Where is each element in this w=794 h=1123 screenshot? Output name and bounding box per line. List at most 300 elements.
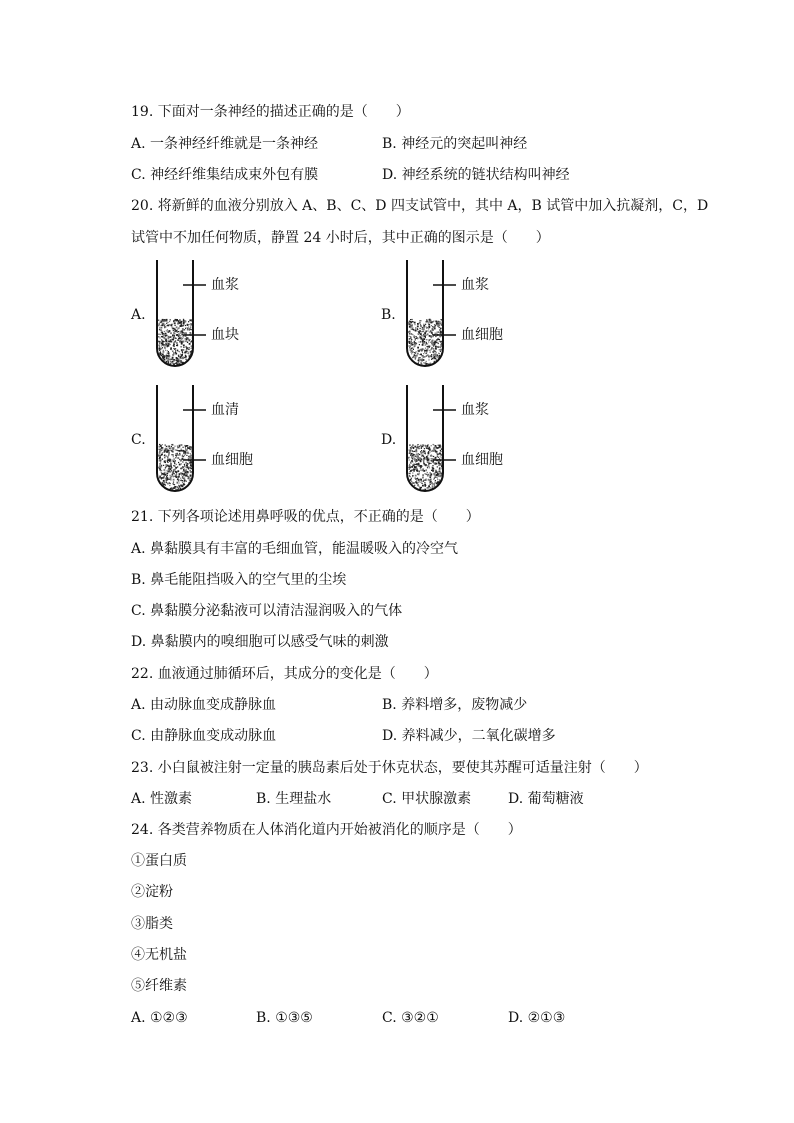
- cell-speckle: [433, 456, 434, 457]
- cell-speckle: [432, 344, 434, 346]
- cell-speckle: [175, 449, 176, 450]
- cell-speckle: [437, 477, 438, 478]
- cell-speckle: [186, 481, 187, 482]
- cell-speckle: [410, 462, 411, 463]
- cell-speckle: [187, 447, 188, 448]
- q23-option-b: B. 生理盐水: [256, 791, 332, 807]
- cell-speckle: [187, 324, 189, 326]
- cell-speckle: [419, 472, 420, 473]
- cell-speckle: [177, 360, 179, 362]
- cell-speckle: [421, 481, 422, 482]
- cell-speckle: [179, 320, 181, 322]
- cell-speckle: [420, 359, 422, 361]
- cell-speckle: [421, 452, 423, 454]
- cell-speckle: [170, 479, 171, 480]
- cell-speckle: [439, 480, 440, 481]
- cell-speckle: [412, 348, 413, 349]
- cell-speckle: [415, 464, 416, 465]
- cell-speckle: [180, 356, 182, 358]
- cell-speckle: [182, 352, 183, 353]
- cell-speckle: [171, 341, 172, 342]
- test-tube-b: [381, 258, 531, 373]
- cell-speckle: [171, 326, 172, 327]
- cell-speckle: [409, 333, 410, 334]
- cell-speckle: [424, 480, 425, 481]
- q22-stem: 22. 血液通过肺循环后，其成分的变化是（ ）: [131, 666, 438, 682]
- cell-speckle: [185, 447, 186, 448]
- cell-speckle: [440, 331, 442, 333]
- cell-speckle: [159, 458, 160, 459]
- cell-speckle: [184, 470, 186, 472]
- cell-speckle: [167, 325, 169, 327]
- cell-speckle: [412, 328, 413, 329]
- cell-speckle: [420, 470, 421, 471]
- cell-speckle: [414, 324, 415, 325]
- cell-speckle: [183, 320, 184, 321]
- cell-speckle: [422, 485, 424, 487]
- cell-speckle: [428, 327, 429, 328]
- cell-speckle: [184, 445, 185, 446]
- cell-speckle: [174, 466, 175, 467]
- cell-speckle: [434, 326, 435, 327]
- cell-speckle: [160, 470, 161, 471]
- cell-speckle: [416, 464, 417, 465]
- cell-speckle: [169, 319, 170, 320]
- cell-speckle: [163, 337, 165, 339]
- cell-speckle: [165, 462, 166, 463]
- cell-speckle: [175, 329, 176, 330]
- cell-speckle: [175, 467, 177, 469]
- cell-speckle: [432, 456, 433, 457]
- cell-speckle: [173, 360, 174, 361]
- cell-speckle: [184, 333, 186, 335]
- cell-speckle: [179, 446, 180, 447]
- q20-figure-c-top-label: 血清: [211, 402, 239, 418]
- cell-speckle: [417, 474, 418, 475]
- cell-speckle: [425, 453, 426, 454]
- cell-speckle: [159, 348, 161, 350]
- cell-speckle: [176, 455, 177, 456]
- cell-speckle: [186, 347, 188, 349]
- cell-speckle: [429, 327, 430, 328]
- cell-speckle: [441, 455, 442, 456]
- cell-speckle: [422, 348, 423, 349]
- cell-speckle: [186, 467, 187, 468]
- q19-option-b: B. 神经元的突起叫神经: [382, 136, 528, 152]
- cell-speckle: [436, 463, 438, 465]
- cell-speckle: [168, 351, 169, 352]
- cell-speckle: [419, 330, 420, 331]
- cell-speckle: [177, 328, 178, 329]
- cell-speckle: [178, 479, 179, 480]
- cell-speckle: [429, 319, 431, 321]
- cell-speckle: [411, 453, 413, 455]
- cell-speckle: [160, 354, 161, 355]
- cell-speckle: [158, 325, 159, 326]
- cell-speckle: [183, 349, 185, 351]
- cell-speckle: [440, 336, 441, 337]
- cell-speckle: [423, 338, 425, 340]
- cell-speckle: [427, 455, 428, 456]
- cell-speckle: [176, 330, 178, 332]
- q24-item-4: ④无机盐: [131, 947, 187, 963]
- cell-speckle: [174, 335, 175, 336]
- q23-stem: 23. 小白鼠被注射一定量的胰岛素后处于休克状态，要使其苏醒可适量注射（ ）: [131, 760, 648, 776]
- cell-speckle: [430, 349, 431, 350]
- cell-speckle: [165, 456, 166, 457]
- cell-speckle: [173, 337, 174, 338]
- cell-speckle: [411, 348, 412, 349]
- cell-speckle: [181, 341, 183, 343]
- cell-speckle: [416, 338, 417, 339]
- cell-speckle: [431, 458, 432, 459]
- cell-speckle: [440, 328, 441, 329]
- cell-speckle: [439, 446, 440, 447]
- q24-option-c: C. ③②①: [382, 1010, 439, 1026]
- cell-speckle: [182, 473, 184, 475]
- cell-speckle: [174, 322, 175, 323]
- cell-speckle: [189, 356, 190, 357]
- cell-speckle: [440, 456, 441, 457]
- cell-speckle: [423, 476, 424, 477]
- cell-speckle: [182, 455, 183, 456]
- cell-speckle: [182, 478, 183, 479]
- cell-speckle: [418, 463, 419, 464]
- cell-speckle: [164, 331, 165, 332]
- cell-speckle: [173, 465, 174, 466]
- cell-speckle: [173, 454, 174, 455]
- cell-speckle: [158, 341, 159, 342]
- cell-speckle: [412, 329, 413, 330]
- cell-speckle: [179, 454, 181, 456]
- q24-item-3: ③脂类: [131, 916, 173, 932]
- cell-speckle: [414, 346, 415, 347]
- cell-speckle: [426, 321, 427, 322]
- cell-speckle: [429, 451, 430, 452]
- cell-speckle: [162, 459, 163, 460]
- cell-speckle: [427, 330, 428, 331]
- cell-speckle: [171, 362, 172, 363]
- cell-speckle: [436, 451, 438, 453]
- cell-speckle: [439, 339, 440, 340]
- q20-figure-b-letter: B.: [381, 307, 396, 323]
- cell-speckle: [166, 319, 168, 321]
- cell-speckle: [429, 447, 430, 448]
- test-tube-a: [131, 258, 261, 373]
- cell-speckle: [423, 481, 424, 482]
- cell-speckle: [187, 351, 188, 352]
- cell-speckle: [167, 450, 169, 452]
- cell-speckle: [168, 345, 170, 347]
- cell-speckle: [415, 339, 416, 340]
- cell-speckle: [169, 479, 170, 480]
- cell-speckle: [164, 341, 165, 342]
- cell-speckle: [417, 482, 418, 483]
- cell-speckle: [423, 362, 424, 363]
- cell-speckle: [410, 333, 412, 335]
- cell-speckle: [187, 476, 188, 477]
- cell-speckle: [175, 338, 176, 339]
- cell-speckle: [435, 321, 437, 323]
- cell-speckle: [428, 341, 429, 342]
- cell-speckle: [173, 330, 174, 331]
- cell-speckle: [173, 352, 174, 353]
- cell-speckle: [163, 473, 165, 475]
- cell-speckle: [184, 455, 185, 456]
- cell-speckle: [412, 351, 414, 353]
- cell-speckle: [428, 460, 429, 461]
- cell-speckle: [419, 471, 420, 472]
- cell-speckle: [174, 321, 175, 322]
- q24-option-d: D. ②①③: [508, 1010, 566, 1026]
- cell-speckle: [411, 481, 412, 482]
- cell-speckle: [189, 477, 190, 478]
- cell-speckle: [425, 445, 427, 447]
- cell-speckle: [414, 341, 415, 342]
- cell-speckle: [410, 455, 411, 456]
- cell-speckle: [168, 338, 170, 340]
- cell-speckle: [159, 323, 160, 324]
- cell-speckle: [425, 348, 426, 349]
- cell-speckle: [418, 482, 419, 483]
- cell-speckle: [188, 456, 189, 457]
- cell-speckle: [428, 463, 429, 464]
- q24-item-2: ②淀粉: [131, 884, 173, 900]
- cell-speckle: [409, 343, 410, 344]
- cell-speckle: [420, 331, 421, 332]
- cell-speckle: [431, 332, 432, 333]
- cell-speckle: [173, 363, 175, 365]
- q24-stem: 24. 各类营养物质在人体消化道内开始被消化的顺序是（ ）: [131, 822, 522, 838]
- q22-option-d: D. 养料减少，二氧化碳增多: [382, 728, 556, 744]
- cell-speckle: [413, 482, 415, 484]
- cell-speckle: [422, 331, 423, 332]
- cell-speckle: [177, 466, 178, 467]
- cell-speckle: [170, 450, 171, 451]
- cell-speckle: [426, 355, 427, 356]
- cell-speckle: [164, 457, 165, 458]
- cell-speckle: [420, 349, 421, 350]
- cell-speckle: [171, 359, 172, 360]
- cell-speckle: [411, 341, 412, 342]
- cell-speckle: [409, 469, 410, 470]
- cell-speckle: [410, 344, 411, 345]
- cell-speckle: [172, 357, 174, 359]
- cell-speckle: [161, 472, 162, 473]
- cell-speckle: [416, 454, 417, 455]
- cell-speckle: [166, 466, 167, 467]
- cell-speckle: [428, 474, 429, 475]
- cell-speckle: [428, 324, 430, 326]
- cell-speckle: [441, 324, 442, 325]
- cell-speckle: [410, 352, 411, 353]
- cell-speckle: [177, 455, 178, 456]
- cell-speckle: [176, 326, 178, 328]
- cell-speckle: [418, 453, 419, 454]
- cell-speckle: [417, 465, 418, 466]
- cell-speckle: [166, 452, 167, 453]
- cell-speckle: [160, 475, 161, 476]
- cell-speckle: [178, 488, 179, 489]
- cell-speckle: [183, 336, 184, 337]
- cell-speckle: [436, 352, 437, 353]
- cell-speckle: [162, 449, 163, 450]
- cell-speckle: [161, 339, 162, 340]
- cell-speckle: [159, 477, 160, 478]
- cell-speckle: [173, 348, 174, 349]
- cell-speckle: [187, 451, 188, 452]
- cell-speckle: [181, 444, 183, 446]
- cell-speckle: [432, 485, 434, 487]
- cell-speckle: [439, 453, 441, 455]
- cell-speckle: [165, 445, 166, 446]
- cell-speckle: [426, 331, 427, 332]
- cell-speckle: [419, 481, 420, 482]
- cell-speckle: [424, 336, 425, 337]
- cell-speckle: [440, 450, 441, 451]
- cell-speckle: [178, 476, 179, 477]
- cell-speckle: [167, 350, 168, 351]
- cell-speckle: [423, 328, 425, 330]
- cell-speckle: [189, 319, 191, 321]
- cell-speckle: [174, 446, 175, 447]
- cell-speckle: [171, 476, 172, 477]
- cell-speckle: [159, 327, 160, 328]
- cell-speckle: [411, 325, 412, 326]
- cell-speckle: [177, 487, 178, 488]
- cell-speckle: [160, 351, 161, 352]
- cell-speckle: [408, 473, 409, 474]
- cell-speckle: [409, 444, 411, 446]
- cell-speckle: [420, 337, 422, 339]
- cell-speckle: [429, 332, 430, 333]
- cell-speckle: [411, 338, 412, 339]
- cell-speckle: [438, 457, 439, 458]
- cell-speckle: [161, 474, 162, 475]
- q21-option-c: C. 鼻黏膜分泌黏液可以清洁湿润吸入的气体: [131, 603, 403, 619]
- cell-speckle: [178, 331, 179, 332]
- cell-speckle: [163, 350, 164, 351]
- cell-speckle: [415, 356, 416, 357]
- cell-speckle: [426, 474, 427, 475]
- cell-speckle: [422, 357, 423, 358]
- cell-speckle: [433, 329, 434, 330]
- cell-speckle: [425, 345, 426, 346]
- cell-speckle: [418, 357, 419, 358]
- cell-speckle: [421, 450, 422, 451]
- cell-speckle: [415, 327, 416, 328]
- cell-speckle: [430, 487, 431, 488]
- cell-speckle: [438, 343, 439, 344]
- cell-speckle: [424, 465, 425, 466]
- cell-speckle: [181, 463, 182, 464]
- cell-speckle: [415, 343, 417, 345]
- cell-speckle: [412, 342, 413, 343]
- cell-speckle: [175, 350, 176, 351]
- cell-speckle: [177, 350, 178, 351]
- q24-item-1: ①蛋白质: [131, 853, 187, 869]
- cell-speckle: [424, 484, 426, 486]
- cell-speckle: [168, 352, 170, 354]
- cell-speckle: [176, 456, 177, 457]
- cell-speckle: [167, 477, 169, 479]
- cell-speckle: [164, 469, 166, 471]
- cell-speckle: [430, 339, 431, 340]
- cell-speckle: [177, 470, 179, 472]
- cell-speckle: [413, 456, 414, 457]
- cell-speckle: [185, 325, 186, 326]
- cell-speckle: [188, 347, 189, 348]
- cell-speckle: [426, 339, 427, 340]
- cell-speckle: [433, 342, 435, 344]
- cell-speckle: [441, 319, 442, 320]
- cell-speckle: [427, 467, 428, 468]
- cell-speckle: [179, 450, 181, 452]
- cell-speckle: [183, 477, 185, 479]
- cell-speckle: [160, 467, 161, 468]
- cell-speckle: [166, 358, 167, 359]
- cell-speckle: [432, 358, 433, 359]
- cell-speckle: [162, 319, 164, 321]
- cell-speckle: [439, 471, 440, 472]
- cell-speckle: [171, 336, 172, 337]
- cell-speckle: [181, 449, 182, 450]
- cell-speckle: [424, 473, 425, 474]
- cell-speckle: [414, 344, 415, 345]
- cell-speckle: [167, 446, 168, 447]
- cell-speckle: [409, 321, 410, 322]
- cell-speckle: [166, 480, 167, 481]
- cell-speckle: [170, 461, 171, 462]
- cell-speckle: [411, 466, 413, 468]
- cell-speckle: [415, 475, 417, 477]
- cell-speckle: [178, 462, 179, 463]
- cell-speckle: [167, 359, 169, 361]
- cell-speckle: [167, 483, 169, 485]
- cell-speckle: [185, 351, 187, 353]
- cell-speckle: [173, 484, 174, 485]
- cell-speckle: [174, 333, 175, 334]
- cell-speckle: [179, 331, 181, 333]
- cell-speckle: [440, 468, 441, 469]
- cell-speckle: [190, 464, 191, 465]
- cell-speckle: [430, 330, 431, 331]
- cell-speckle: [437, 471, 438, 472]
- cell-speckle: [430, 463, 431, 464]
- cell-speckle: [418, 351, 419, 352]
- cell-speckle: [439, 327, 440, 328]
- cell-speckle: [424, 332, 426, 334]
- cell-speckle: [415, 478, 416, 479]
- cell-speckle: [411, 339, 412, 340]
- cell-speckle: [166, 470, 167, 471]
- cell-speckle: [187, 329, 188, 330]
- cell-speckle: [410, 346, 411, 347]
- cell-speckle: [416, 480, 417, 481]
- cell-speckle: [419, 322, 421, 324]
- cell-speckle: [162, 324, 164, 326]
- cell-speckle: [418, 479, 419, 480]
- cell-speckle: [409, 332, 410, 333]
- cell-speckle: [422, 483, 423, 484]
- cell-speckle: [164, 480, 165, 481]
- cell-speckle: [414, 470, 415, 471]
- cell-speckle: [167, 342, 168, 343]
- cell-speckle: [419, 341, 420, 342]
- cell-speckle: [431, 357, 432, 358]
- cell-speckle: [167, 353, 168, 354]
- cell-speckle: [171, 466, 172, 467]
